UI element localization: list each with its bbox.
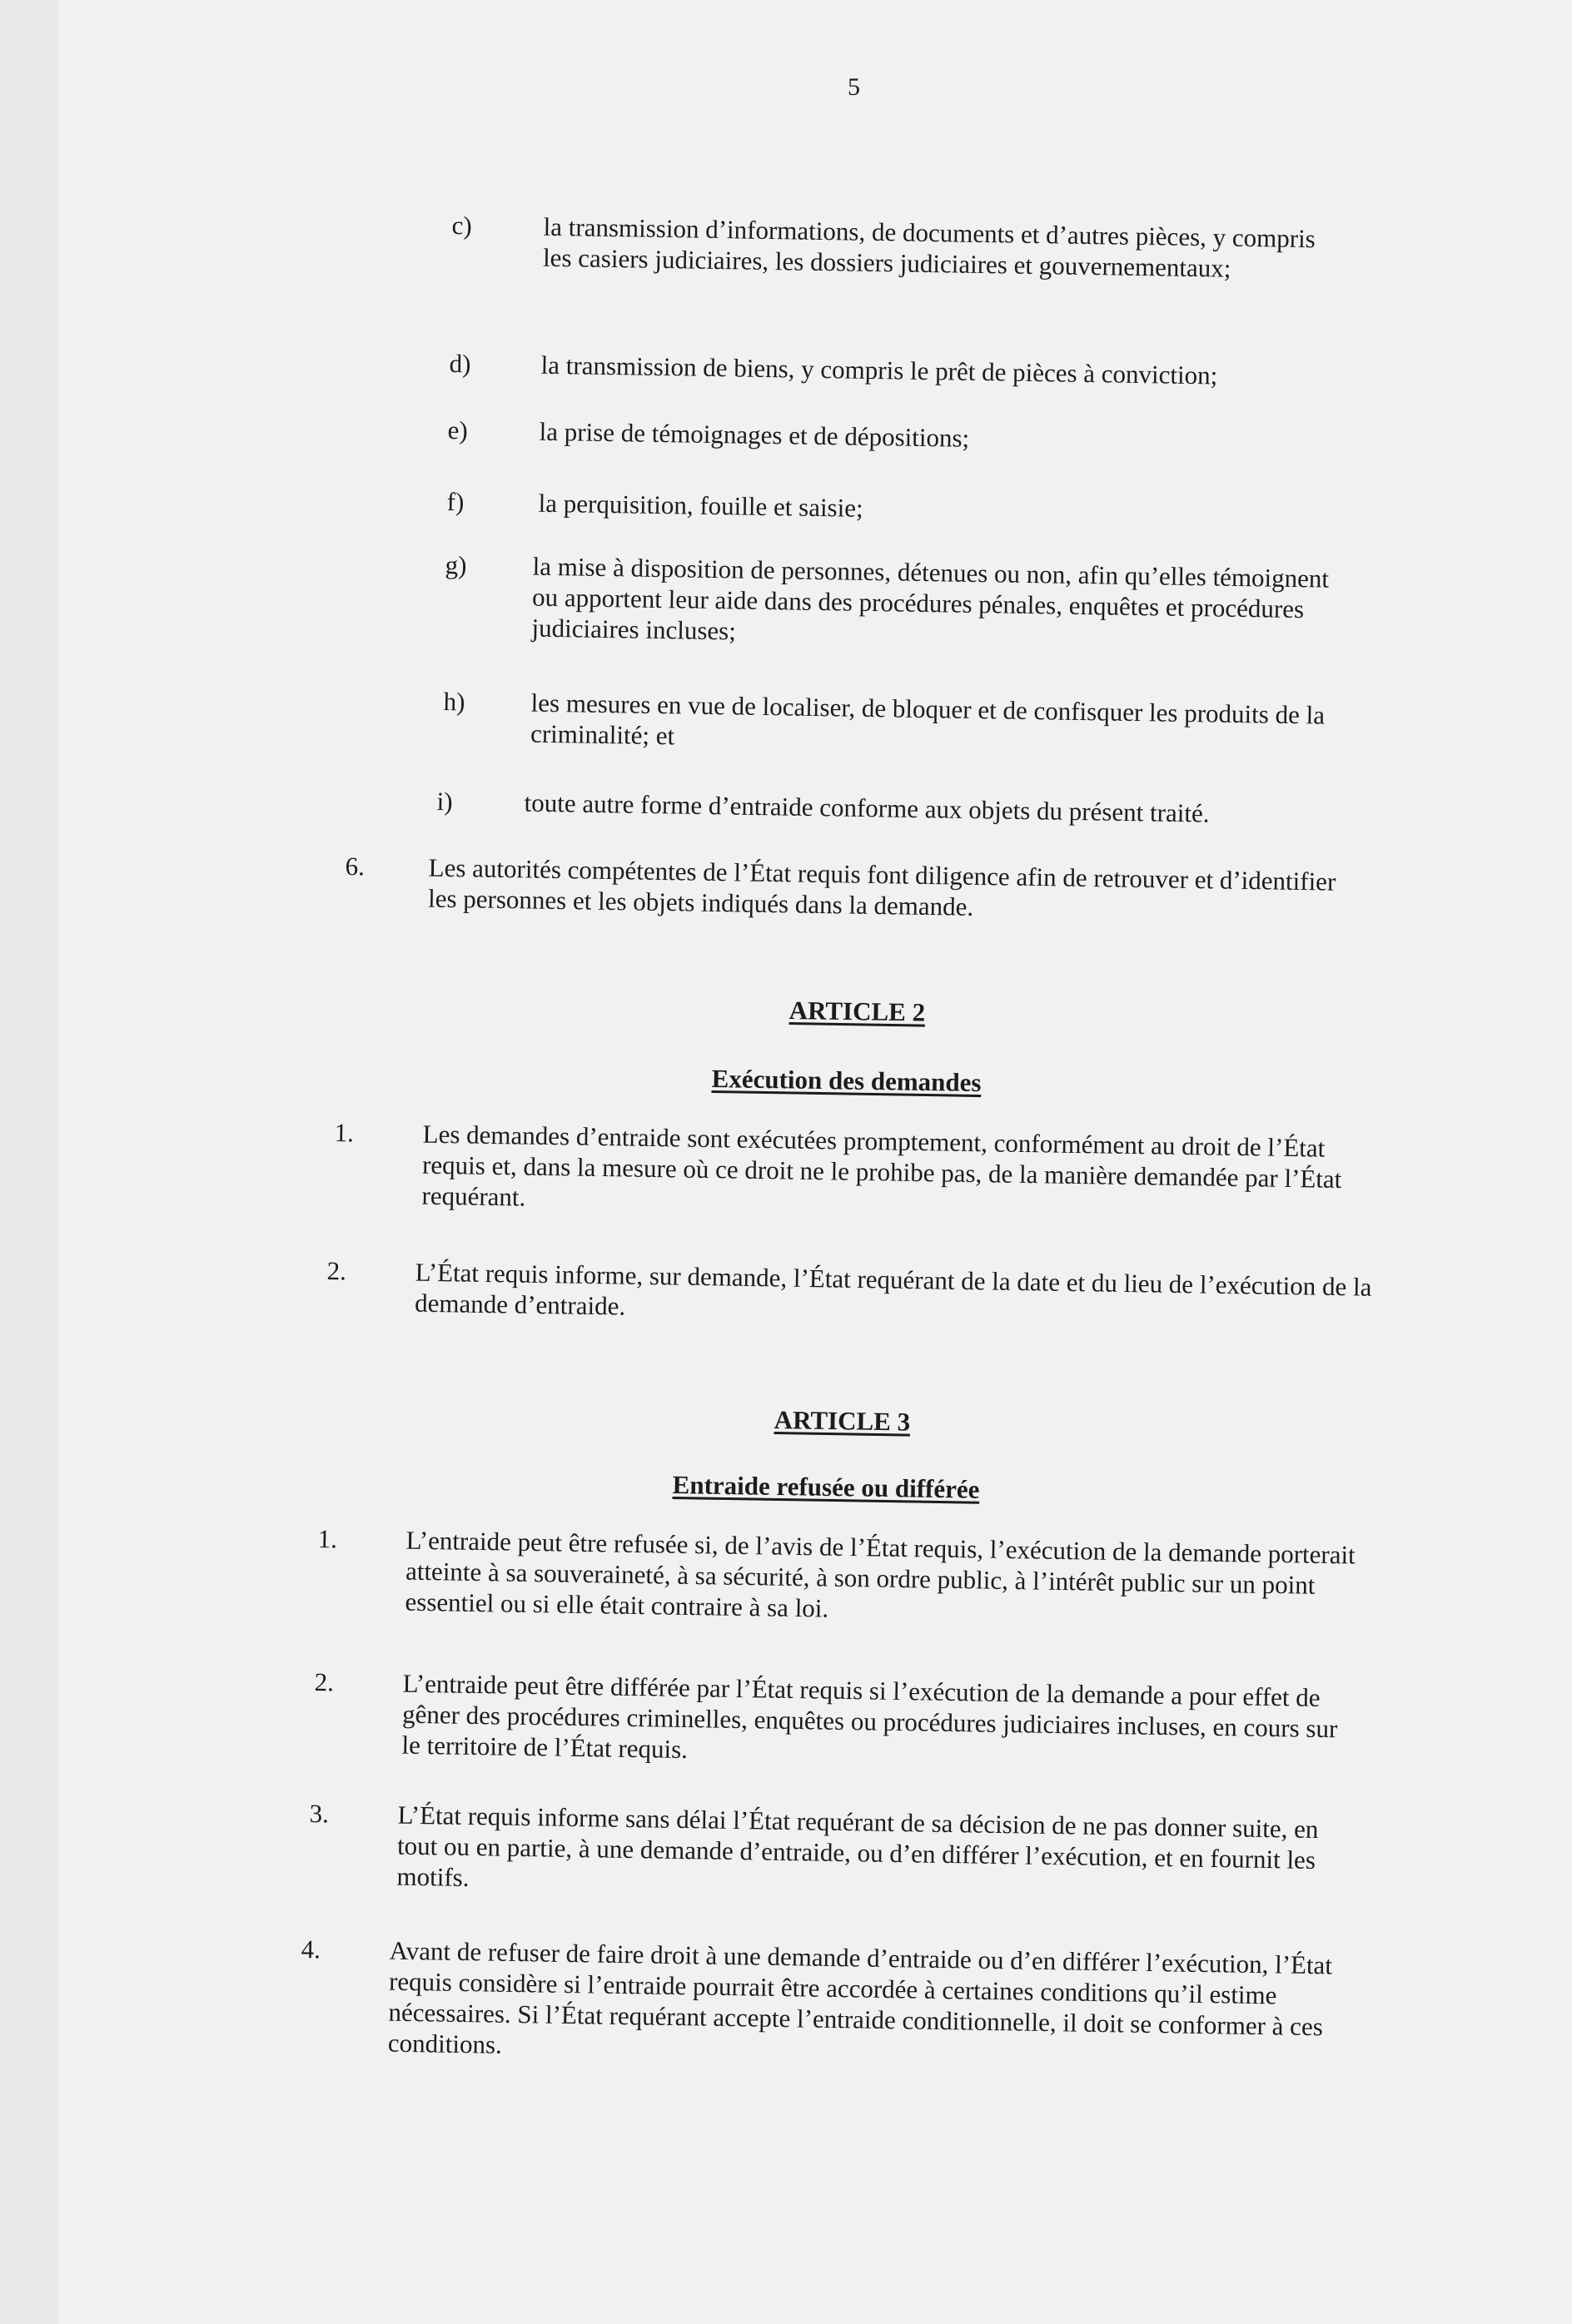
paragraph-number: 1.: [334, 1117, 355, 1148]
paragraph: [308, 1798, 1351, 1914]
paragraph-text: Les demandes d’entraide sont exécutées promptement, conformément au droit de l’État requis et, dans la mesure où ce droit ne le prohibe pas, de la manière demandée par l’État requérant.: [421, 1119, 1342, 1212]
article-title: Entraide refusée ou différée: [672, 1470, 980, 1504]
paragraph-text: L’entraide peut être différée par l’État requis si l’exécution de la demande a pour effet de gêner des procédures criminelles, enquêtes ou procédures judiciaires incluses, en cours sur le territoire de l’État requis.: [401, 1668, 1338, 1765]
list-item-marker: c): [451, 210, 473, 241]
list-item: [450, 210, 1343, 324]
paragraph-text: L’État requis informe, sur demande, l’État requérant de la date et du lieu de l’exécution de la demande d’entraide.: [414, 1257, 1372, 1321]
list-item-text: la prise de témoignages et de dépositions;: [539, 416, 970, 453]
paragraph-number: 1.: [317, 1523, 338, 1554]
list-item-marker: g): [445, 549, 467, 580]
page-number: 5: [848, 73, 860, 101]
list-item-marker: f): [446, 486, 465, 517]
paragraph-number: 2.: [326, 1255, 347, 1286]
paragraph-number: 4.: [301, 1934, 321, 1964]
paragraph-number: 2.: [314, 1666, 335, 1697]
paragraph-text: L’entraide peut être refusée si, de l’avis de l’État requis, l’exécution de la demande porterait atteinte à sa souveraineté, à sa sécurité, à son ordre public, à l’intérêt public sur un point essentiel ou si elle était contraire à sa loi.: [405, 1525, 1356, 1623]
article-heading: ARTICLE 2: [788, 996, 926, 1027]
list-item-marker: h): [443, 686, 465, 717]
list-item-text: les mesures en vue de localiser, de bloquer et de confisquer les produits de la criminalité; et: [530, 688, 1326, 751]
paragraph-number: 6.: [345, 851, 366, 881]
paragraph: [333, 1117, 1384, 1234]
list-item-text: la mise à disposition de personnes, détenues ou non, afin qu’elles témoignent ou apportent leur aide dans des procédures pénales, enquêtes et procédures judiciaires incluses;: [531, 551, 1330, 646]
article-heading: ARTICLE 3: [774, 1405, 911, 1437]
paragraph: [313, 1666, 1356, 1783]
paragraph-text: Les autorités compétentes de l’État requis font diligence afin de retrouver et d’identifier les personnes et les objets indiqués dans la demande.: [427, 852, 1336, 921]
list-item-text: la transmission de biens, y compris le prêt de pièces à conviction;: [540, 350, 1218, 390]
list-item: [443, 686, 1343, 767]
list-item-marker: i): [436, 786, 453, 817]
list-item-marker: e): [447, 415, 469, 445]
paragraph-text: L’État requis informe sans délai l’État requérant de sa décision de ne pas donner suite, en tout ou en partie, à une demande d’entraide, ou d’en différer l’exécution, et en fournit les motifs.: [396, 1800, 1319, 1893]
list-item: [444, 549, 1341, 663]
list-item-text: la transmission d’informations, de documents et d’autres pièces, y compris les casiers judiciaires, les dossiers judiciaires et gouvernementaux;: [542, 211, 1316, 283]
list-item-text: toute autre forme d’entraide conforme aux objets du présent traité.: [524, 787, 1210, 828]
list-item-marker: d): [449, 348, 471, 379]
article-title: Exécution des demandes: [711, 1064, 982, 1098]
paragraph: [316, 1523, 1358, 1673]
paragraph: [299, 1934, 1341, 2083]
paragraph-text: Avant de refuser de faire droit à une demande d’entraide ou d’en différer l’exécution, l’État requis considère si l’entraide pourrait être accordée à certaines conditions qu’il estime nécessaires. Si l’État requérant accepte l’entraide conditionnelle, il doit se conformer à ces conditions.: [387, 1935, 1333, 2059]
paragraph-number: 3.: [309, 1798, 330, 1829]
list-item-text: la perquisition, fouille et saisie;: [538, 488, 863, 523]
